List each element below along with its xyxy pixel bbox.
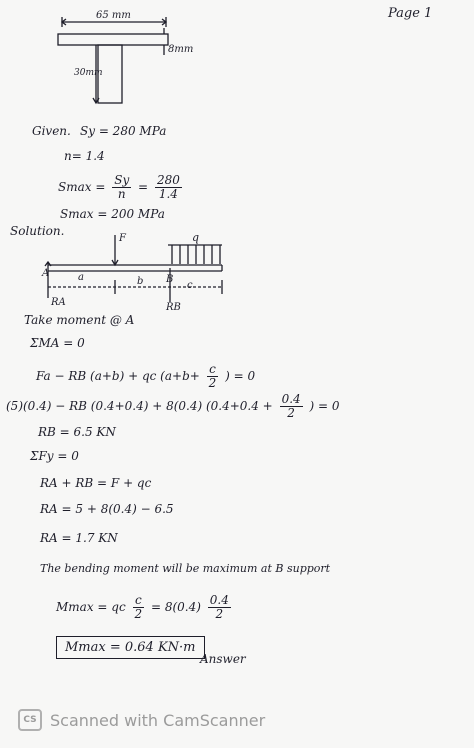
camscanner-logo-icon: CS <box>18 709 42 731</box>
beam-label-b: b <box>137 276 144 287</box>
solution-label: Solution. <box>10 224 65 238</box>
given-smax-eq <box>58 174 185 201</box>
beam-label-F: F <box>119 233 126 244</box>
web-height-label: 30mm <box>74 68 103 78</box>
beam-label-q: q <box>192 231 200 244</box>
moment-eq-frac-den: 2 <box>208 376 217 391</box>
subst-frac-den: 2 <box>287 406 295 421</box>
beam-label-RB: RB <box>166 302 181 313</box>
flange-width-label: 65 mm <box>96 10 131 21</box>
moment-eq-start: Fa − RB (a+b) + qc (a+b+ <box>36 369 200 384</box>
t-section-drawing <box>58 17 168 103</box>
moment-eq-frac-num: c <box>209 362 216 376</box>
mmax-frac1-num: c <box>134 593 142 607</box>
subst-end: ) = 0 <box>309 399 340 414</box>
rb-result: RB = 6.5 KN <box>38 425 116 439</box>
frac1-num: Sy <box>114 173 130 187</box>
smax-lhs: Smax = <box>58 180 106 195</box>
frac2-num: 280 <box>156 173 180 187</box>
flange-thickness-label: 8mm <box>168 44 194 55</box>
answer-box: Mmax = 0.64 KN·m <box>56 636 205 659</box>
mmax-fraction-2 <box>208 594 231 621</box>
ra-result: RA = 1.7 KN <box>40 531 118 545</box>
moment-equation <box>36 363 255 390</box>
mmax-fraction-1 <box>133 594 145 621</box>
frac1-den: n <box>117 187 126 202</box>
answer-label: Answer <box>200 652 246 666</box>
beam-label-a: a <box>78 272 84 283</box>
subst-start: (5)(0.4) − RB (0.4+0.4) + 8(0.4) (0.4+0.4 + <box>6 399 273 414</box>
ra-equation-1: RA + RB = F + qc <box>40 476 152 490</box>
beam-drawing <box>45 235 222 302</box>
subst-fraction <box>280 393 303 420</box>
page-label: Page 1 <box>388 6 433 21</box>
camscanner-watermark <box>18 709 265 731</box>
mmax-lhs: Mmax = qc <box>56 600 126 615</box>
given-sy: Sy = 280 MPa <box>80 124 167 138</box>
watermark-text: Scanned with CamScanner <box>50 710 266 730</box>
subst-frac-num: 0.4 <box>281 392 301 406</box>
moment-eq-fraction <box>207 363 219 390</box>
equals-sign: = <box>138 180 149 195</box>
fraction-280-1.4 <box>155 174 182 201</box>
fraction-sy-n <box>112 174 131 201</box>
mmax-frac2-den: 2 <box>215 607 224 622</box>
beam-label-A: A <box>42 268 50 279</box>
mmax-equation <box>56 594 234 621</box>
sum-fy-eq: ΣFy = 0 <box>30 449 79 463</box>
given-smax-result: Smax = 200 MPa <box>60 207 165 221</box>
take-moment-text: Take moment @ A <box>24 313 135 327</box>
given-n: n= 1.4 <box>64 149 105 163</box>
given-prefix: Given. <box>32 124 71 138</box>
frac2-den: 1.4 <box>158 187 178 202</box>
beam-label-B: B <box>166 274 174 285</box>
sum-ma-eq: ΣMA = 0 <box>30 336 85 350</box>
ra-equation-2: RA = 5 + 8(0.4) − 6.5 <box>40 502 174 516</box>
beam-label-c: c <box>187 280 193 291</box>
beam-label-RA: RA <box>51 297 66 308</box>
moment-eq-end: ) = 0 <box>225 369 256 384</box>
substitution-equation <box>6 393 340 420</box>
max-moment-statement: The bending moment will be maximum at B support <box>40 562 331 575</box>
mmax-mid: = 8(0.4) <box>150 600 201 615</box>
mmax-frac1-den: 2 <box>134 607 143 622</box>
mmax-frac2-num: 0.4 <box>209 593 229 607</box>
